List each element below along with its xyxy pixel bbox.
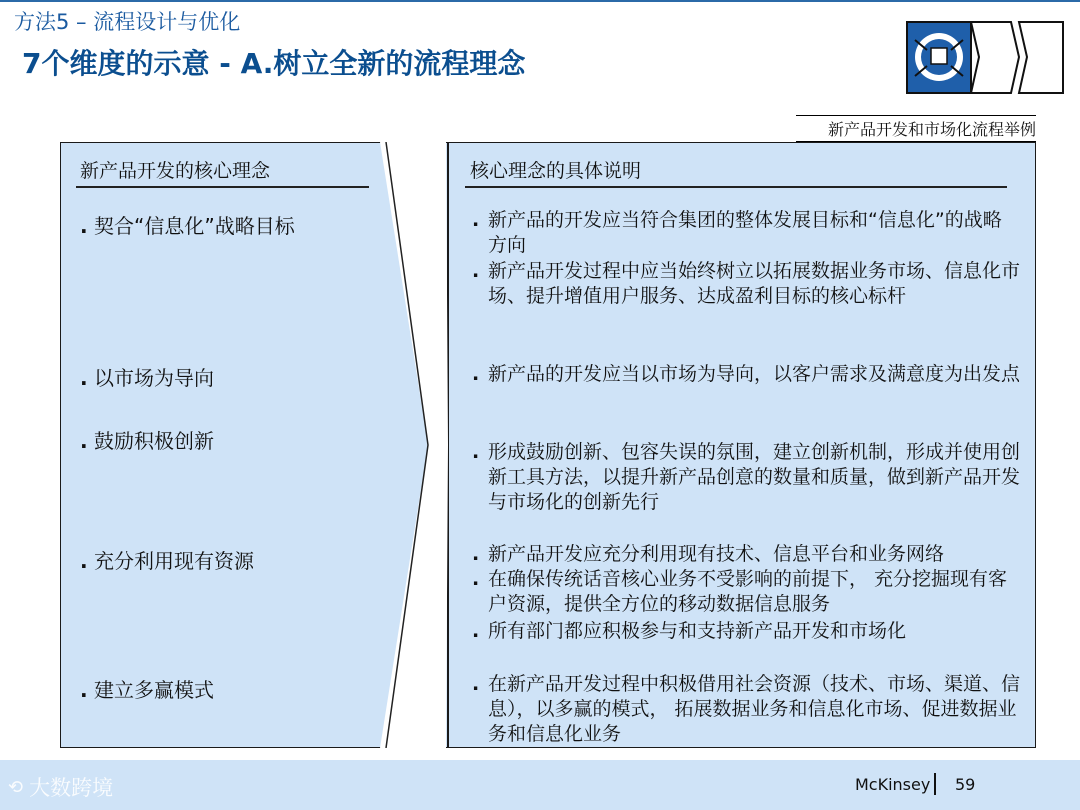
description-text: 新产品的开发应当符合集团的整体发展目标和“信息化”的战略方向 (488, 209, 1002, 256)
description-item (472, 619, 1020, 644)
bullet: . (80, 366, 88, 390)
bullet: . (80, 429, 88, 453)
company-name: McKinsey (855, 775, 931, 794)
bullet: . (472, 568, 480, 590)
footer-separator (934, 773, 936, 795)
subtitle: 新产品开发和市场化流程举例 (796, 115, 1036, 142)
principle-item (80, 545, 254, 574)
brand-text: 大数跨境 (29, 776, 114, 800)
brand-watermark (8, 772, 113, 802)
chevron-divider (380, 142, 452, 748)
principle-text: 鼓励积极创新 (94, 429, 214, 453)
bullet: . (472, 441, 480, 463)
bullet: . (80, 214, 88, 238)
principle-item (80, 362, 214, 391)
description-text: 新产品的开发应当以市场为导向，以客户需求及满意度为出发点 (488, 363, 1021, 385)
principle-text: 契合“信息化”战略目标 (94, 214, 295, 238)
page-title: 7个维度的示意 - A.树立全新的流程理念 (22, 47, 526, 80)
description-text: 新产品开发过程中应当始终树立以拓展数据业务市场、信息化市场、提升增值用户服务、达成盈利目标的核心标杆 (488, 260, 1021, 307)
page-number: 59 (955, 775, 976, 794)
section-label: 方法5 – 流程设计与优化 (14, 10, 241, 34)
description-text: 新产品开发应充分利用现有技术、信息平台和业务网络 (488, 543, 945, 565)
description-text: 在确保传统话音核心业务不受影响的前提下， 充分挖掘现有客户资源，提供全方位的移动数据信息服务 (488, 568, 1008, 615)
left-header-rule (76, 186, 369, 188)
bullet: . (472, 260, 480, 282)
description-item (472, 208, 1020, 258)
principle-item (80, 674, 214, 703)
right-header-rule (465, 186, 1007, 188)
description-item (472, 362, 1020, 387)
description-item (472, 567, 1020, 617)
bullet: . (472, 209, 480, 231)
bullet: . (80, 549, 88, 573)
principle-text: 以市场为导向 (94, 366, 214, 390)
description-text: 所有部门都应积极参与和支持新产品开发和市场化 (488, 620, 907, 642)
description-item (472, 672, 1020, 747)
bullet: . (472, 673, 480, 695)
top-rule (0, 0, 1080, 2)
bullet: . (472, 543, 480, 565)
mckinsey-logo-icon (905, 20, 1065, 95)
bullet: . (472, 620, 480, 642)
left-column-header: 新产品开发的核心理念 (80, 160, 271, 182)
description-item (472, 542, 1020, 567)
right-column-header: 核心理念的具体说明 (470, 160, 642, 182)
bullet: . (80, 678, 88, 702)
description-item (472, 440, 1020, 515)
bullet: . (472, 363, 480, 385)
principle-text: 充分利用现有资源 (94, 549, 254, 573)
description-item (472, 259, 1020, 309)
principle-item (80, 210, 295, 239)
principle-text: 建立多赢模式 (94, 678, 214, 702)
description-text: 形成鼓励创新、包容失误的氛围，建立创新机制，形成并使用创新工具方法，以提升新产品创意的数量和质量，做到新产品开发与市场化的创新先行 (488, 441, 1021, 513)
brand-watermark-icon: ⟲ (8, 776, 24, 798)
description-text: 在新产品开发过程中积极借用社会资源（技术、市场、渠道、信息），以多赢的模式， 拓展数据业务和信息化市场、促进数据业务和信息化业务 (488, 673, 1021, 745)
principle-item (80, 425, 214, 454)
